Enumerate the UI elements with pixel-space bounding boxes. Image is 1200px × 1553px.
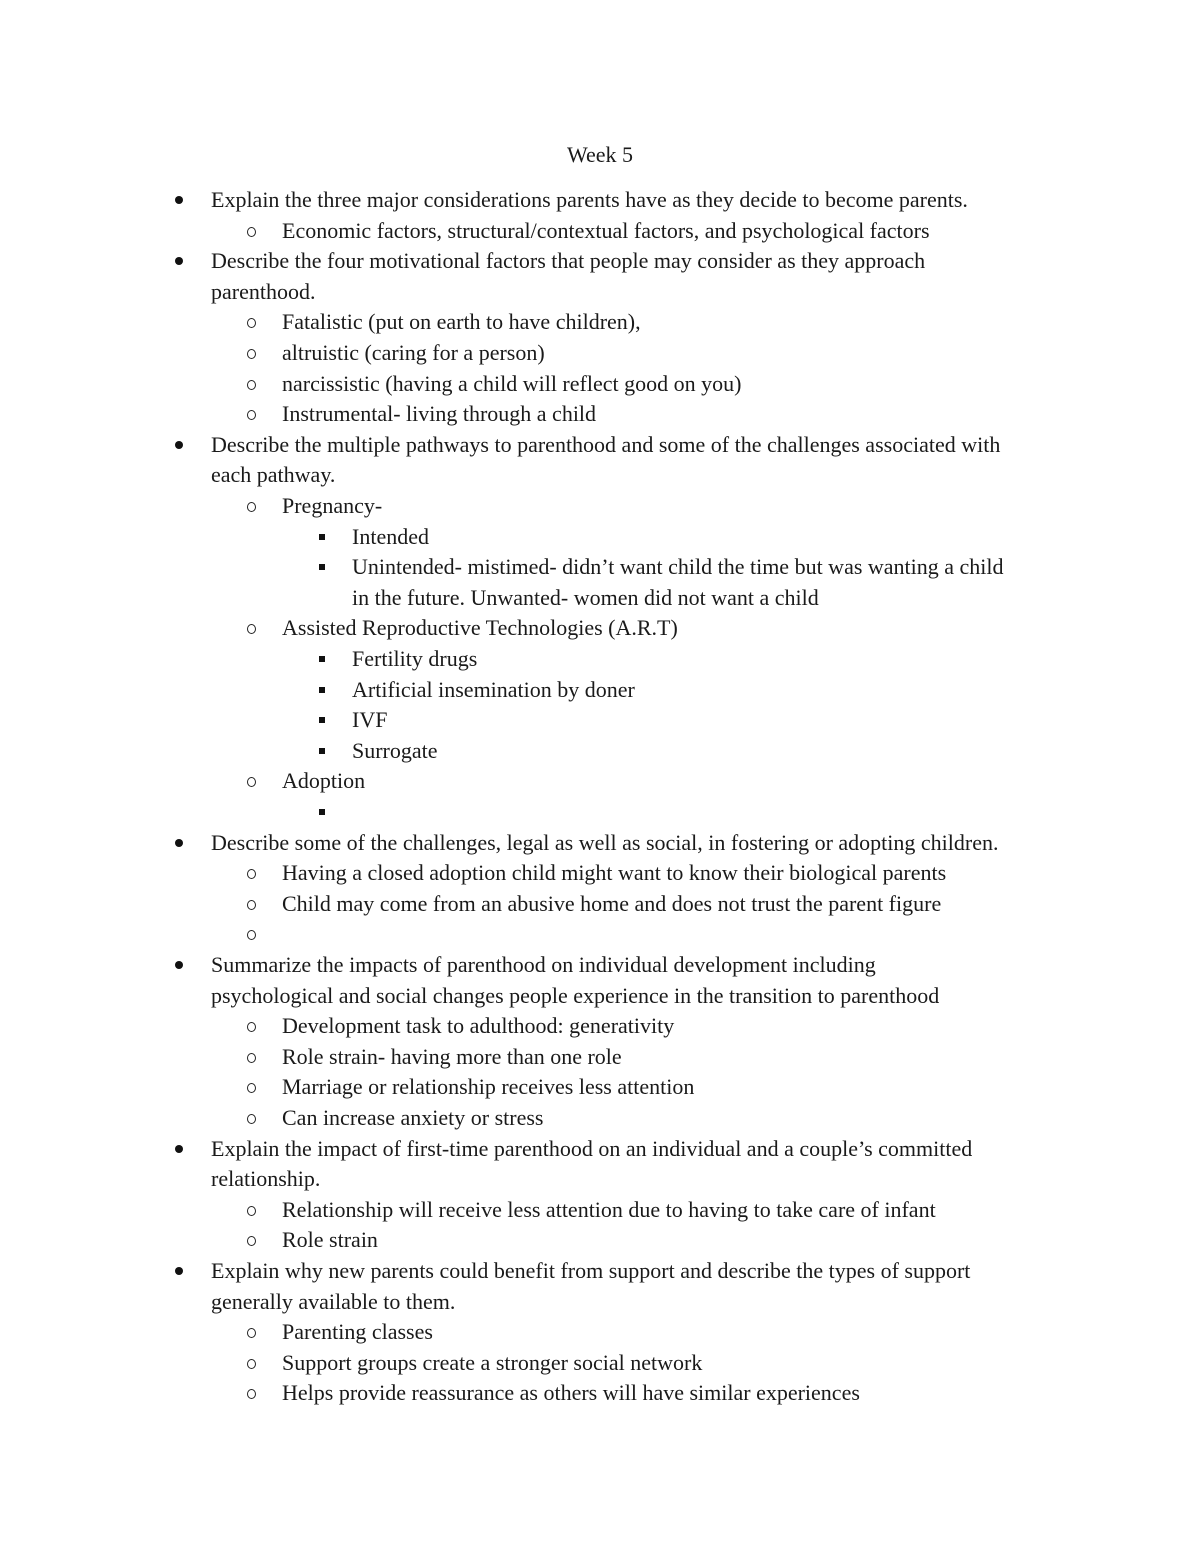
bullet-icon [172,950,194,980]
sub-answer-text: Intended [352,523,429,549]
answer-text: Development task to adulthood: generativity [282,1013,675,1039]
question-text: each pathway. [211,462,336,488]
circle-bullet-icon [247,1103,269,1133]
answer-text: Instrumental- living through a child [282,401,597,427]
circle-bullet-icon [247,613,269,643]
answer-text: Fatalistic (put on earth to have children), [282,309,641,335]
answer-text: altruistic (caring for a person) [282,340,545,365]
answer-text: Adoption [282,768,366,794]
circle-bullet-icon [247,216,269,246]
bullet-icon [172,828,194,858]
bullet-icon [172,430,194,460]
circle-bullet-icon [247,1195,269,1225]
answer-text: narcissistic (having a child will reflect good on you) [282,370,742,396]
answer-text: Role strain [282,1227,378,1253]
question-text: Summarize the impacts of parenthood on individual development including [211,952,876,977]
answer-text: Relationship will receive less attention due to having to take care of infant [282,1196,936,1222]
sub-answer-text: in the future. Unwanted- women did not want a child [352,584,819,610]
answer-text: Can increase anxiety or stress [282,1105,544,1130]
answer-text: Parenting classes [282,1319,433,1345]
circle-bullet-icon [247,1317,269,1347]
answer-text: Assisted Reproductive Technologies (A.R.T) [282,615,678,641]
answer-text: Having a closed adoption child might want to know their biological parents [282,860,947,886]
question-text: parenthood. [211,278,316,304]
circle-bullet-icon [247,307,269,337]
question-text: relationship. [211,1166,321,1192]
answer-text: Helps provide reassurance as others will have similar experiences [282,1380,860,1406]
circle-bullet-icon [247,399,269,429]
circle-bullet-icon [247,369,269,399]
square-bullet-icon [318,797,340,827]
question-text: psychological and social changes people experience in the transition to parenthood [211,982,940,1008]
circle-bullet-icon [247,1072,269,1102]
bullet-icon [172,185,194,215]
circle-bullet-icon [247,919,269,949]
answer-text: Pregnancy- [282,493,383,518]
circle-bullet-icon [247,1042,269,1072]
answer-text: Economic factors, structural/contextual factors, and psychological factors [282,217,930,243]
sub-answer-text: Unintended- mistimed- didn’t want child the time but was wanting a child [352,554,1004,580]
answer-text: Role strain- having more than one role [282,1043,622,1069]
document-title: Week 5 [566,142,634,167]
bullet-icon [172,246,194,276]
question-text: generally available to them. [211,1288,456,1314]
square-bullet-icon [318,644,340,674]
circle-bullet-icon [247,858,269,888]
circle-bullet-icon [247,338,269,368]
answer-text: Marriage or relationship receives less attention [282,1074,695,1100]
square-bullet-icon [318,705,340,735]
circle-bullet-icon [247,1011,269,1041]
question-text: Explain the three major considerations parents have as they decide to become parents. [211,187,968,212]
answer-text: Child may come from an abusive home and does not trust the parent figure [282,890,942,916]
sub-answer-text: Fertility drugs [352,646,478,671]
answer-text: Support groups create a stronger social network [282,1349,703,1375]
sub-answer-text: Artificial insemination by doner [352,676,635,702]
square-bullet-icon [318,675,340,705]
question-text: Describe some of the challenges, legal as well as social, in fostering or adopting children. [211,829,999,855]
question-text: Explain the impact of first-time parenthood on an individual and a couple’s committed [211,1135,973,1161]
bullet-icon [172,1256,194,1286]
square-bullet-icon [318,736,340,766]
question-text: Explain why new parents could benefit from support and describe the types of support [211,1258,971,1283]
circle-bullet-icon [247,766,269,796]
bullet-icon [172,1134,194,1164]
sub-answer-text: Surrogate [352,737,438,763]
circle-bullet-icon [247,889,269,919]
circle-bullet-icon [247,1225,269,1255]
circle-bullet-icon [247,1378,269,1408]
sub-answer-text: IVF [352,707,388,733]
circle-bullet-icon [247,1348,269,1378]
question-text: Describe the four motivational factors that people may consider as they approach [211,248,926,274]
square-bullet-icon [318,552,340,582]
circle-bullet-icon [247,491,269,521]
question-text: Describe the multiple pathways to parenthood and some of the challenges associated with [211,431,1001,457]
square-bullet-icon [318,522,340,552]
